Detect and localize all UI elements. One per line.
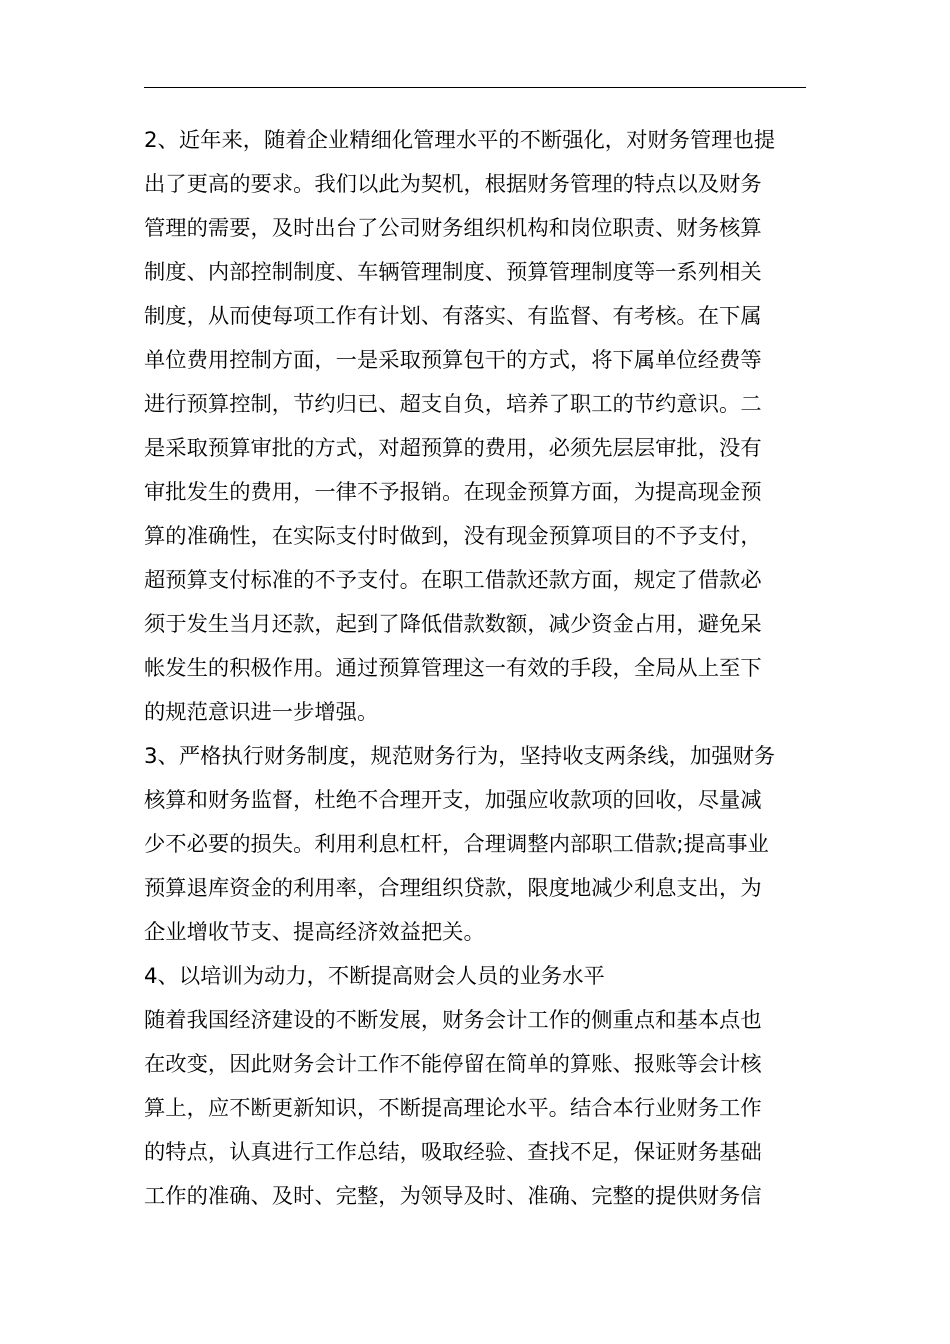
- text-line: 算上，应不断更新知识，不断提高理论水平。结合本行业财务工作: [144, 1096, 762, 1121]
- text-line: 制度、内部控制制度、车辆管理制度、预算管理制度等一系列相关: [144, 260, 762, 285]
- text-line: 少不必要的损失。利用利息杠杆，合理调整内部职工借款;提高事业: [144, 832, 769, 857]
- document-body: [144, 119, 808, 1219]
- header-rule: [144, 87, 806, 88]
- text-line: 超预算支付标准的不予支付。在职工借款还款方面，规定了借款必: [144, 568, 762, 593]
- text-line: 制度，从而使每项工作有计划、有落实、有监督、有考核。在下属: [144, 304, 762, 329]
- text-line: 3、严格执行财务制度，规范财务行为，坚持收支两条线，加强财务: [144, 744, 776, 769]
- text-line: 2、近年来，随着企业精细化管理水平的不断强化，对财务管理也提: [144, 128, 776, 153]
- text-line: 的规范意识进一步增强。: [144, 700, 379, 725]
- text-line: 单位费用控制方面，一是采取预算包干的方式，将下属单位经费等: [144, 348, 762, 373]
- text-line: 须于发生当月还款，起到了降低借款数额，减少资金占用，避免呆: [144, 612, 762, 637]
- text-line: 的特点，认真进行工作总结，吸取经验、查找不足，保证财务基础: [144, 1140, 762, 1165]
- text-line: 出了更高的要求。我们以此为契机，根据财务管理的特点以及财务: [144, 172, 762, 197]
- text-line: 进行预算控制，节约归已、超支自负，培养了职工的节约意识。二: [144, 392, 762, 417]
- text-line: 4、以培训为动力，不断提高财会人员的业务水平: [144, 964, 605, 989]
- text-line: 管理的需要，及时出台了公司财务组织机构和岗位职责、财务核算: [144, 216, 762, 241]
- text-line: 随着我国经济建设的不断发展，财务会计工作的侧重点和基本点也: [144, 1008, 762, 1033]
- text-line: 算的准确性，在实际支付时做到，没有现金预算项目的不予支付，: [144, 524, 762, 549]
- text-line: 审批发生的费用，一律不予报销。在现金预算方面，为提高现金预: [144, 480, 762, 505]
- text-line: 工作的准确、及时、完整，为领导及时、准确、完整的提供财务信: [144, 1184, 762, 1209]
- text-line: 帐发生的积极作用。通过预算管理这一有效的手段，全局从上至下: [144, 656, 762, 681]
- text-line: 是采取预算审批的方式，对超预算的费用，必须先层层审批，没有: [144, 436, 762, 461]
- text-line: 企业增收节支、提高经济效益把关。: [144, 920, 485, 945]
- text-line: 在改变，因此财务会计工作不能停留在简单的算账、报账等会计核: [144, 1052, 762, 1077]
- text-line: 预算退库资金的利用率，合理组织贷款，限度地减少利息支出，为: [144, 876, 762, 901]
- text-line: 核算和财务监督，杜绝不合理开支，加强应收款项的回收，尽量减: [144, 788, 762, 813]
